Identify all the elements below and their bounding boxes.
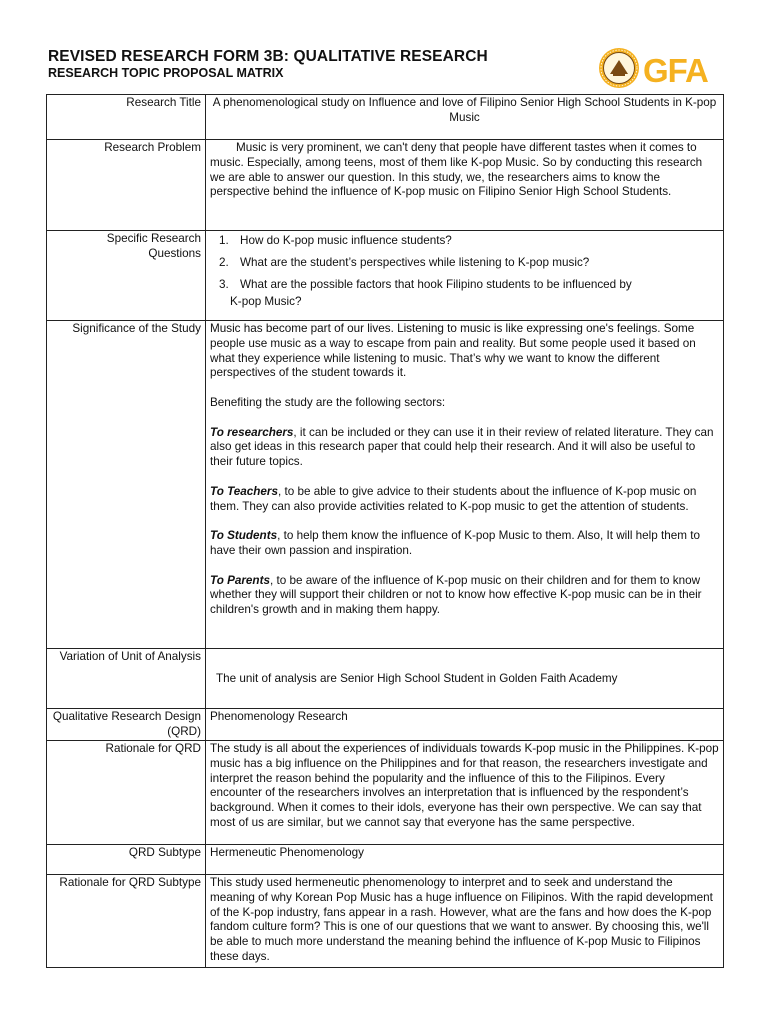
page-header	[48, 46, 728, 96]
label-qrd: Qualitative Research Design (QRD)	[47, 709, 206, 741]
row-rationale-subtype	[47, 875, 724, 968]
label-qrd-subtype: QRD Subtype	[47, 845, 206, 875]
label-significance: Significance of the Study	[47, 321, 206, 649]
row-qrd	[47, 709, 724, 741]
question-continuation: K-pop Music?	[230, 295, 302, 309]
label-rationale-subtype: Rationale for QRD Subtype	[47, 875, 206, 968]
row-research-problem	[47, 140, 724, 231]
school-logo	[598, 46, 728, 90]
value-unit-of-analysis: The unit of analysis are Senior High School Student in Golden Faith Academy	[216, 671, 618, 685]
row-unit-of-analysis	[47, 649, 724, 709]
significance-lead: Benefiting the study are the following sectors:	[210, 395, 446, 409]
form-title: REVISED RESEARCH FORM 3B: QUALITATIVE RESEARCH	[48, 48, 488, 65]
sector-teachers: To Teachers, to be able to give advice to their students about the influence of K-pop music on them. They can also provide activities related to K-pop music to get the attention of students.	[210, 484, 697, 513]
sector-name: To Teachers	[210, 484, 278, 498]
value-qrd: Phenomenology Research	[206, 709, 724, 741]
significance-intro: Music has become part of our lives. Listening to music is like expressing one's feelings. Some people use music as a way to escape from pain and reality. But some people used it based on what they experience while listening to music. That’s why we want to know the different perspectives of the student towards it.	[210, 322, 696, 380]
value-research-problem: Music is very prominent, we can't deny that people have different tastes when it comes to music. Especially, among teens, most of them like K-pop Music. So by conducting this research we are able to answer our question. In this study, we, the researchers aims to know the perspective behind the influence of K-pop music on Filipino Senior High School Students.	[210, 141, 703, 199]
row-significance	[47, 321, 724, 649]
sector-name: To Students	[210, 529, 278, 543]
list-item: 1. How do K-pop music influence students?	[232, 234, 719, 249]
sector-parents: To Parents, to be aware of the influence of K-pop music on their children and for them to know whether they will support their children or not to know how effective K-pop music can be in their children's growth and in making them happy.	[210, 573, 702, 617]
proposal-matrix	[46, 94, 724, 968]
row-rationale-qrd	[47, 741, 724, 845]
list-item: 2. What are the student’s perspectives while listening to K-pop music?	[232, 256, 719, 271]
logo-wordmark: GFA	[643, 52, 708, 89]
value-qrd-subtype: Hermeneutic Phenomenology	[206, 845, 724, 875]
row-research-questions	[47, 231, 724, 321]
label-unit-of-analysis: Variation of Unit of Analysis	[47, 649, 206, 709]
school-seal-icon	[599, 48, 639, 88]
form-subtitle: RESEARCH TOPIC PROPOSAL MATRIX	[48, 66, 284, 80]
row-research-title	[47, 95, 724, 140]
label-research-title: Research Title	[47, 95, 206, 140]
sector-name: To researchers	[210, 425, 294, 439]
label-research-questions: Specific Research Questions	[47, 231, 206, 321]
sector-researchers: To researchers, it can be included or they can use it in their review of related literature. They can also get ideas in this research paper that could help their research. And it will also be useful to their future topics.	[210, 425, 714, 469]
value-research-title: A phenomenological study on Influence and love of Filipino Senior High School Students in K-pop Music	[206, 95, 724, 140]
value-rationale-subtype: This study used hermeneutic phenomenology to interpret and to seek and understand the meaning of why Korean Pop Music has a huge influence on Filipinos. With the rapid development of the K-pop industry, fans appear in a rash. However, what are the fans and how does the K-pop fandom culture form? This is one of our questions that we want to answer. By choosing this, we'll be able to much more understand the meaning behind the influence of K-pop Music to Filipinos these days.	[206, 875, 724, 968]
label-research-problem: Research Problem	[47, 140, 206, 231]
value-rationale-qrd: The study is all about the experiences of individuals towards K-pop music in the Philippines. K-pop music has a big influence on the Philippines and for that reason, the researchers investigate and interpret the reason behind the popularity and the influence of this to the Filipinos. Every encounter of the researchers involves an interpretation that is influenced by the respondent’s background. When it comes to their idols, everyone has their own perspective. We can say that most of us are similar, but we cannot say that everyone has the same perspective.	[206, 741, 724, 845]
row-qrd-subtype	[47, 845, 724, 875]
question-list	[210, 234, 719, 292]
label-rationale-qrd: Rationale for QRD	[47, 741, 206, 845]
list-item: 3. What are the possible factors that hook Filipino students to be influenced by	[232, 278, 719, 293]
sector-name: To Parents	[210, 573, 270, 587]
sector-students: To Students, to help them know the influence of K-pop Music to them. Also, It will help them to have their own passion and inspiration.	[210, 529, 701, 557]
